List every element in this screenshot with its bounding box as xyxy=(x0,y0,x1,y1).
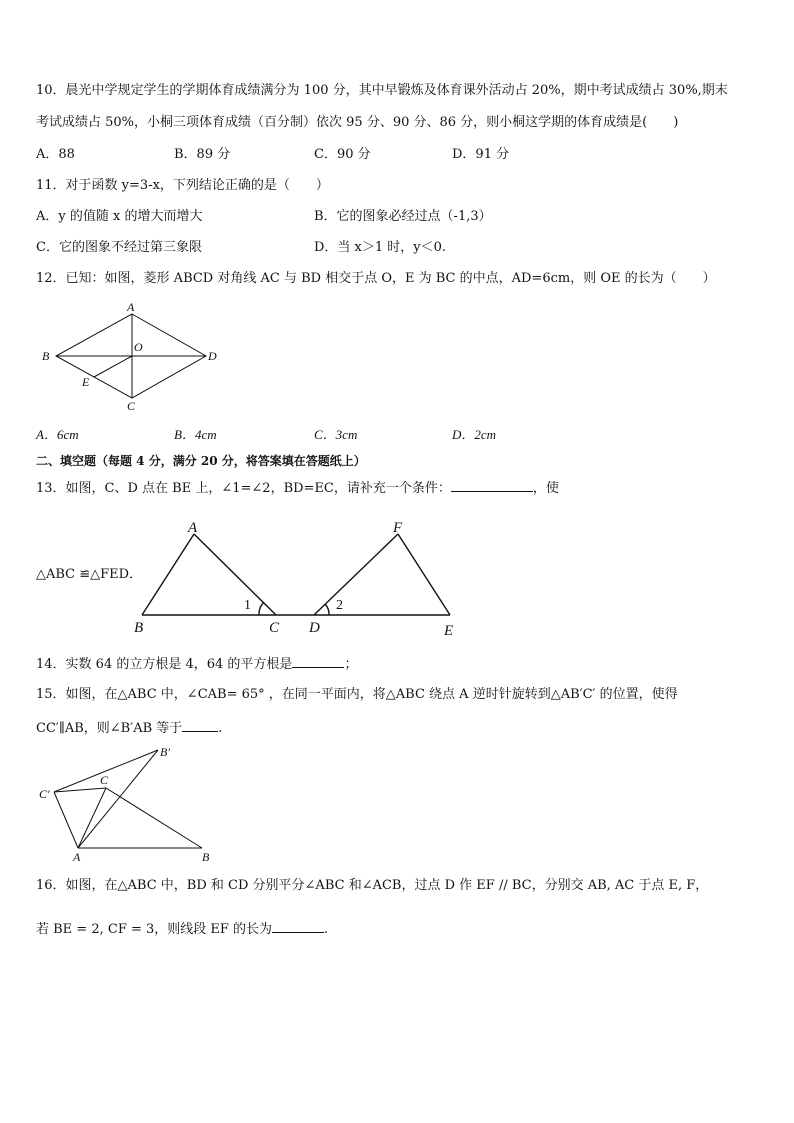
q10-option-a: A．88 xyxy=(36,147,75,162)
q12-stem: 12．已知：如图，菱形 ABCD 对角线 AC 与 BD 相交于点 O，E 为 BC 的中点，AD=6cm，则 OE 的长为（ ） xyxy=(36,271,716,286)
q12-option-d: D．2cm xyxy=(452,427,497,442)
q11-option-c: C．它的图象不经过第三象限 xyxy=(36,240,202,255)
q10-option-b: B．89 分 xyxy=(174,147,231,162)
angle-1-arc xyxy=(259,602,264,615)
label-c: C xyxy=(100,773,109,787)
q15-line-1: 15．如图，在△ABC 中，∠CAB= 65° ，在同一平面内，将△ABC 绕点 A 逆时针旋转到△AB′C′ 的位置，使得 xyxy=(36,687,678,702)
q15-suffix: . xyxy=(218,721,223,736)
label-a: A xyxy=(73,850,81,864)
q11-option-d: D．当 x＞1 时，y＜0. xyxy=(314,240,447,255)
q14-stem: 14．实数 64 的立方根是 4，64 的平方根是 xyxy=(36,657,293,672)
q15-line-2 xyxy=(36,719,222,738)
label-b: B xyxy=(202,850,210,864)
segment-oe xyxy=(94,356,132,377)
q12-option-c: C．3cm xyxy=(314,427,358,442)
q13-answer-blank[interactable] xyxy=(451,479,533,492)
q13-suffix: ，使 xyxy=(532,481,559,496)
label-b-prime: B′ xyxy=(160,745,170,759)
label-d: D xyxy=(208,349,217,363)
label-c: C xyxy=(269,620,280,636)
label-b: B xyxy=(134,620,144,636)
segment-a-bp xyxy=(78,750,158,848)
q10-line-2: 考试成绩占 50%，小桐三项体育成绩（百分制）依次 95 分、90 分、86 分，则小桐这学期的体育成绩是( ) xyxy=(36,115,679,130)
q11-option-a: A．y 的值随 x 的增大而增大 xyxy=(36,209,203,224)
segment-cp-a xyxy=(54,792,78,848)
q12-option-b: B．4cm xyxy=(174,427,217,442)
q11-stem: 11．对于函数 y=3-x，下列结论正确的是（ ） xyxy=(36,178,329,193)
q12-option-a: A．6cm xyxy=(36,427,79,442)
side-df xyxy=(314,534,398,615)
q13-stem: 13．如图，C、D 点在 BE 上，∠1=∠2，BD=EC，请补充一个条件： xyxy=(36,481,451,496)
segment-c-a xyxy=(78,788,106,848)
q11-option-b: B．它的图象必经过点（-1,3） xyxy=(314,209,492,224)
q16-suffix: . xyxy=(324,922,329,937)
q13-tail: △ABC ≌△FED． xyxy=(36,567,143,582)
q10-option-c: C．90 分 xyxy=(314,147,371,162)
label-b: B xyxy=(42,349,50,363)
label-o: O xyxy=(134,340,143,354)
label-a: A xyxy=(127,300,135,314)
label-a: A xyxy=(188,520,198,536)
label-angle-2: 2 xyxy=(336,598,343,613)
q13-triangles-figure xyxy=(128,518,468,642)
q15-rotation-figure xyxy=(36,740,226,866)
side-fe xyxy=(398,534,450,615)
q16-stem-line-2: 若 BE = 2, CF = 3，则线段 EF 的长为 xyxy=(36,922,273,937)
section-2-heading: 二、填空题（每题 4 分，满分 20 分，将答案填在答题纸上） xyxy=(36,454,366,468)
label-e: E xyxy=(444,623,454,639)
label-d: D xyxy=(309,620,320,636)
q16-line-1: 16．如图，在△ABC 中，BD 和 CD 分别平分∠ABC 和∠ACB，过点 D 作 EF // BC，分别交 AB, AC 于点 E, F， xyxy=(36,878,709,893)
q13-stem-line xyxy=(36,479,559,498)
q15-stem-line-2: CC′∥AB，则∠B′AB 等于 xyxy=(36,721,183,736)
q16-answer-blank[interactable] xyxy=(272,920,324,933)
q10-line-1: 10．晨光中学规定学生的学期体育成绩满分为 100 分，其中早锻炼及体育课外活动占 20%，期中考试成绩占 30%,期末 xyxy=(36,83,728,98)
label-c-prime: C′ xyxy=(39,787,50,801)
q14-suffix: ； xyxy=(344,657,358,672)
q16-line-2 xyxy=(36,920,328,939)
side-ab xyxy=(142,534,194,615)
q12-rhombus-figure xyxy=(36,300,226,412)
label-e: E xyxy=(82,375,90,389)
q15-answer-blank[interactable] xyxy=(182,719,218,732)
segment-c-b xyxy=(106,788,202,848)
q14-answer-blank[interactable] xyxy=(292,655,344,668)
q14-line xyxy=(36,655,357,674)
label-f: F xyxy=(393,520,403,536)
label-angle-1: 1 xyxy=(244,598,251,613)
label-c: C xyxy=(127,399,136,412)
angle-2-arc xyxy=(325,604,329,615)
q10-option-d: D．91 分 xyxy=(452,147,510,162)
